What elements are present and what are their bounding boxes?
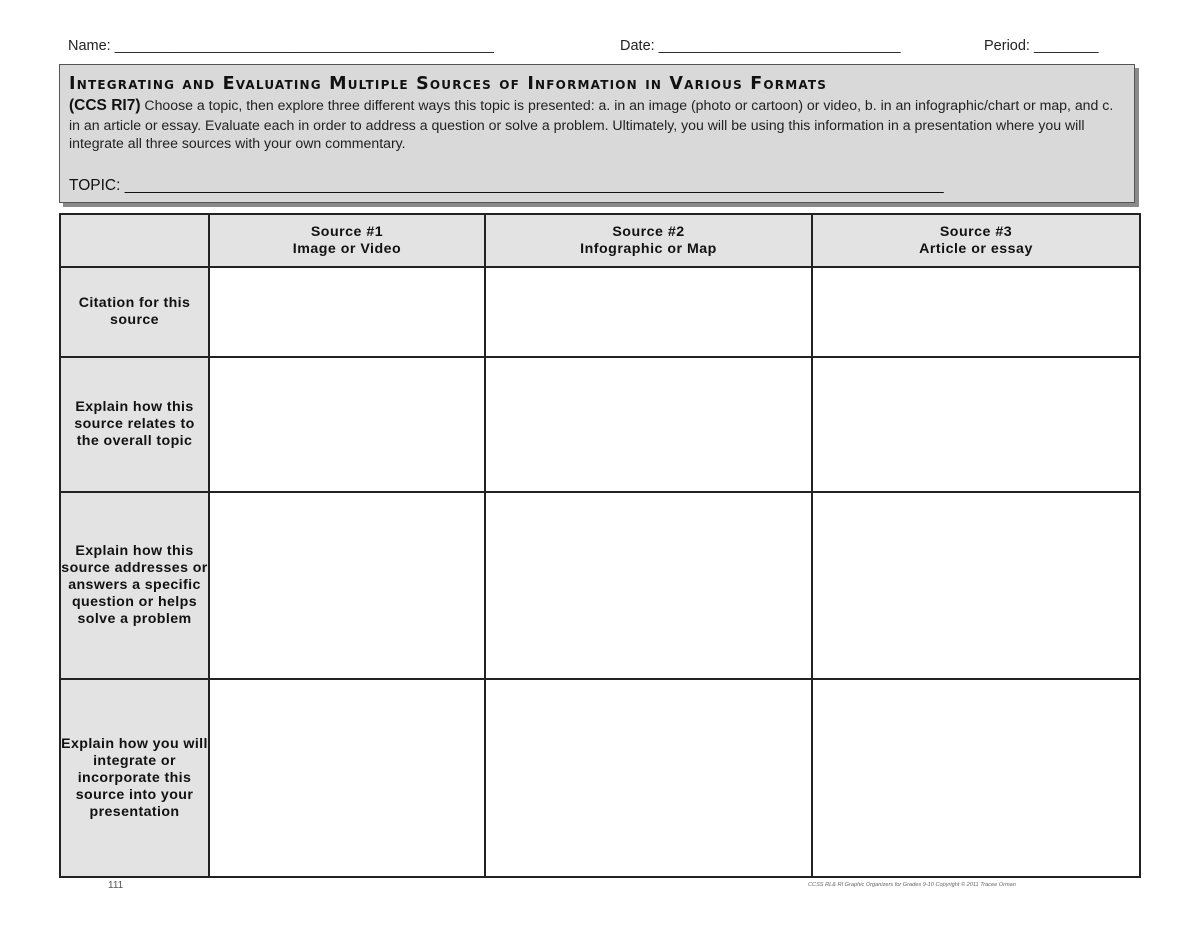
copyright-notice: CCSS RL& RI Graphic Organizers for Grades 9-10 Copyright © 2011 Tracee Orman bbox=[808, 882, 1016, 888]
topic-field[interactable]: TOPIC: _______________________________________________________________________________________________ bbox=[69, 177, 944, 194]
graphic-organizer-table bbox=[59, 213, 1141, 878]
source-2-header bbox=[485, 214, 812, 267]
instructions-text bbox=[69, 96, 1125, 153]
citation-source-3-cell[interactable] bbox=[812, 267, 1140, 357]
row-label-citation: Citation for this source bbox=[60, 267, 209, 357]
source-2-type: Infographic or Map bbox=[580, 240, 717, 257]
student-info-header bbox=[68, 38, 1126, 58]
source-2-title: Source #2 bbox=[612, 223, 685, 240]
worksheet-title: Integrating and Evaluating Multiple Sources of Information in Various Formats bbox=[69, 74, 828, 94]
addresses-source-2-cell[interactable] bbox=[485, 492, 812, 679]
citation-source-1-cell[interactable] bbox=[209, 267, 485, 357]
row-label-integrate: Explain how you will integrate or incorporate this source into your presentation bbox=[60, 679, 209, 877]
integrate-source-3-cell[interactable] bbox=[812, 679, 1140, 877]
date-field[interactable]: Date: ______________________________ bbox=[620, 38, 901, 54]
source-3-header bbox=[812, 214, 1140, 267]
source-1-type: Image or Video bbox=[292, 240, 402, 257]
table-row bbox=[60, 267, 1140, 357]
integrate-source-2-cell[interactable] bbox=[485, 679, 812, 877]
row-label-addresses: Explain how this source addresses or answers a specific question or helps solve a problem bbox=[60, 492, 209, 679]
table-header-row bbox=[60, 214, 1140, 267]
name-field[interactable]: Name: _______________________________________________ bbox=[68, 38, 494, 54]
corner-cell bbox=[60, 214, 209, 267]
addresses-source-1-cell[interactable] bbox=[209, 492, 485, 679]
table-row bbox=[60, 679, 1140, 877]
source-3-title: Source #3 bbox=[939, 223, 1013, 240]
citation-source-2-cell[interactable] bbox=[485, 267, 812, 357]
table-row bbox=[60, 492, 1140, 679]
standard-code: (CCS RI7) bbox=[69, 97, 141, 114]
source-3-type: Article or essay bbox=[919, 240, 1033, 257]
source-1-title: Source #1 bbox=[310, 223, 384, 240]
integrate-source-1-cell[interactable] bbox=[209, 679, 485, 877]
relates-source-1-cell[interactable] bbox=[209, 357, 485, 492]
relates-source-3-cell[interactable] bbox=[812, 357, 1140, 492]
instructions-body: Choose a topic, then explore three different ways this topic is presented: a. in an image (photo or cartoon) or video, b. in an infographic/chart or map, and c. in an article or essay. Evaluate each in order to address a question or solve a problem. Ultimately, you will be using this information in a presentation where you will integrate all three sources with your own commentary. bbox=[69, 97, 1114, 151]
instructions-banner bbox=[59, 64, 1135, 203]
page-number: 111 bbox=[108, 880, 124, 891]
addresses-source-3-cell[interactable] bbox=[812, 492, 1140, 679]
period-field[interactable]: Period: ________ bbox=[984, 38, 1099, 54]
source-1-header bbox=[209, 214, 485, 267]
row-label-relates: Explain how this source relates to the overall topic bbox=[60, 357, 209, 492]
table-row bbox=[60, 357, 1140, 492]
relates-source-2-cell[interactable] bbox=[485, 357, 812, 492]
